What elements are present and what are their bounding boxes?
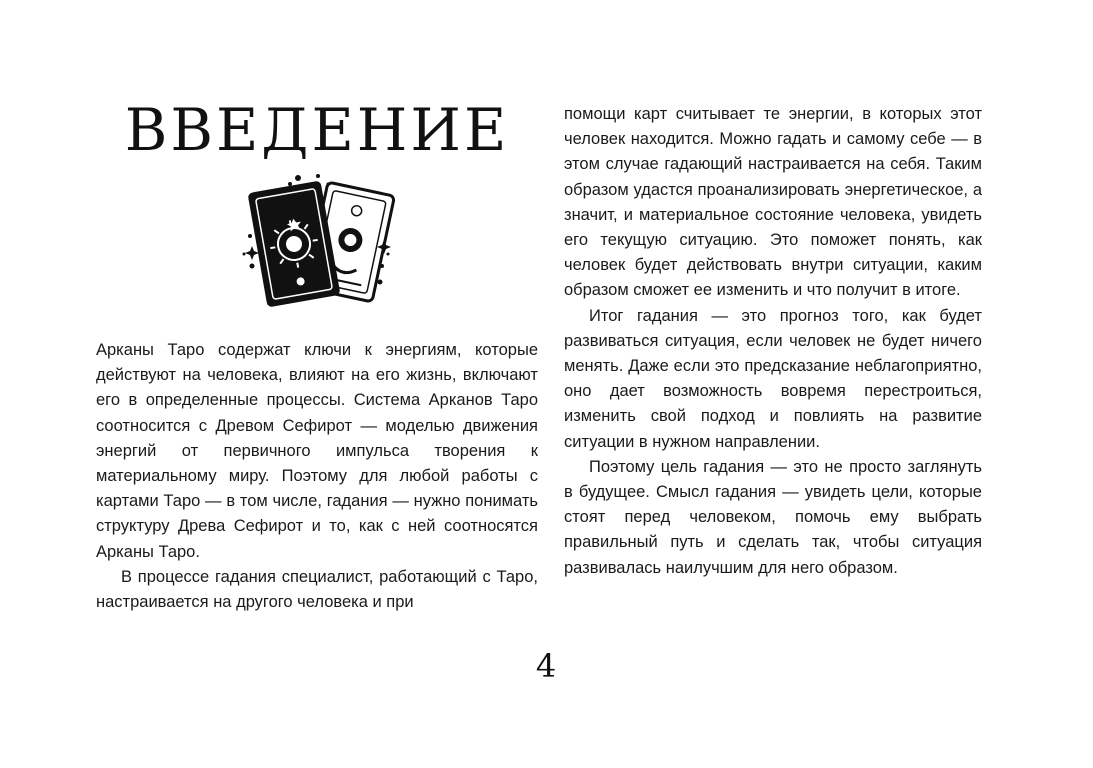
paragraph: помощи карт считывает те энергии, в которых этот человек находится. Можно гадать и самому себе — в этом случае гадающий настраивается на себя. Таким образом удастся проанализировать энергетическое, а значит, и материальное состояние человека, увидеть его текущую ситуацию. Это поможет понять, как человек будет действовать внутри ситуации, каким образом сможет ее изменить и что получит в итоге.	[564, 105, 982, 300]
page-number: 4	[535, 647, 557, 685]
paragraph: Поэтому цель гадания — это не просто заглянуть в будущее. Смысл гадания — увидеть цели, которые стоят перед человеком, помочь ему выбрать правильный путь и сделать так, чтобы ситуация развивалась наилучшим для него образом.	[564, 457, 982, 577]
paragraph: Итог гадания — это прогноз того, как будет развиваться ситуация, если человек не будет ничего менять. Даже если это предсказание неблагоприятно, оно дает возможность вовремя перестроиться, изменить свой подход и повлиять на развитие ситуации в нужном направлении.	[564, 306, 982, 451]
left-column	[96, 338, 538, 615]
page-title: ВВЕДЕНИЕ	[124, 96, 510, 164]
right-column	[564, 102, 982, 581]
tarot-cards-icon	[232, 170, 402, 312]
paragraph: Арканы Таро содержат ключи к энергиям, которые действуют на человека, влияют на его жизнь, включают его в определенные процессы. Система Арканов Таро соотносится с Древом Сефирот — моделью движения энергий от первичного импульса творения к материальному миру. Поэтому для любой работы с картами Таро — в том числе, гадания — нужно понимать структуру Древа Сефирот и то, как с ней соотносятся Арканы Таро.	[96, 341, 538, 561]
paragraph: В процессе гадания специалист, работающий с Таро, настраивается на другого человека и при	[96, 567, 538, 612]
